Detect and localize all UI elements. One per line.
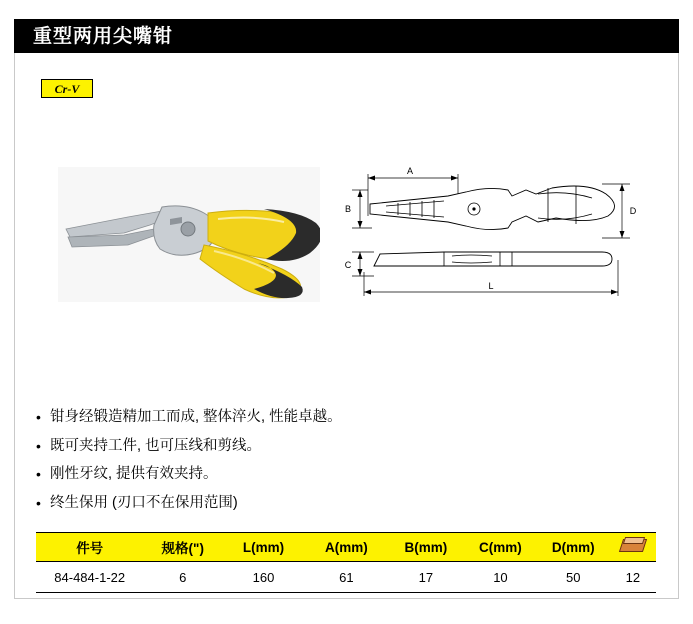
page-title: 重型两用尖嘴钳 <box>33 25 174 47</box>
table-cell-d: 50 <box>537 562 610 593</box>
table-header-cell: 规格(") <box>143 533 222 562</box>
table-cell-package-qty: 12 <box>610 562 656 593</box>
table-row <box>36 562 656 593</box>
feature-list <box>36 408 636 522</box>
material-badge-label: Cr-V <box>54 81 80 96</box>
bullet-dot: • <box>36 494 41 511</box>
dimension-label-d: D <box>629 206 637 216</box>
technical-drawing <box>340 160 640 310</box>
list-item-text: 既可夹持工件, 也可压线和剪线。 <box>50 437 262 454</box>
table-header-cell: A(mm) <box>305 533 388 562</box>
table-header-row <box>36 533 656 562</box>
package-icon <box>621 539 645 552</box>
table-header-cell: L(mm) <box>222 533 305 562</box>
package-icon-lid <box>623 537 645 544</box>
dimension-label-c: C <box>344 260 352 270</box>
list-item-text: 刚性牙纹, 提供有效夹持。 <box>50 466 218 483</box>
list-item <box>36 494 636 514</box>
technical-drawing-svg <box>340 160 640 310</box>
dimension-label-b: B <box>344 204 352 214</box>
list-item <box>36 408 636 428</box>
bullet-dot: • <box>36 409 41 425</box>
list-item <box>36 437 636 457</box>
table-header-cell: C(mm) <box>464 533 537 562</box>
list-item <box>36 465 636 485</box>
bullet-dot: • <box>36 437 41 454</box>
table-header-cell: 件号 <box>36 533 143 562</box>
material-badge <box>41 79 93 98</box>
list-item-text: 钳身经锻造精加工而成, 整体淬火, 性能卓越。 <box>50 409 342 425</box>
table-header-cell: B(mm) <box>388 533 464 562</box>
table-cell-c: 10 <box>464 562 537 593</box>
dimension-label-a: A <box>406 166 414 176</box>
table-header-cell: D(mm) <box>537 533 610 562</box>
table-cell-b: 17 <box>388 562 464 593</box>
list-item-text: 终生保用 (刃口不在保用范围) <box>50 494 238 511</box>
table-cell-a: 61 <box>305 562 388 593</box>
product-photo <box>58 167 320 302</box>
product-photo-illustration <box>58 167 320 302</box>
bullet-dot: • <box>36 466 41 483</box>
table-header-cell-package <box>610 533 656 562</box>
dimension-label-l: L <box>488 281 494 291</box>
table-cell-size: 6 <box>143 562 222 593</box>
spec-table <box>36 532 656 593</box>
table-cell-l: 160 <box>222 562 305 593</box>
page-title-bar <box>14 19 679 53</box>
table-cell-part-number: 84-484-1-22 <box>36 562 143 593</box>
